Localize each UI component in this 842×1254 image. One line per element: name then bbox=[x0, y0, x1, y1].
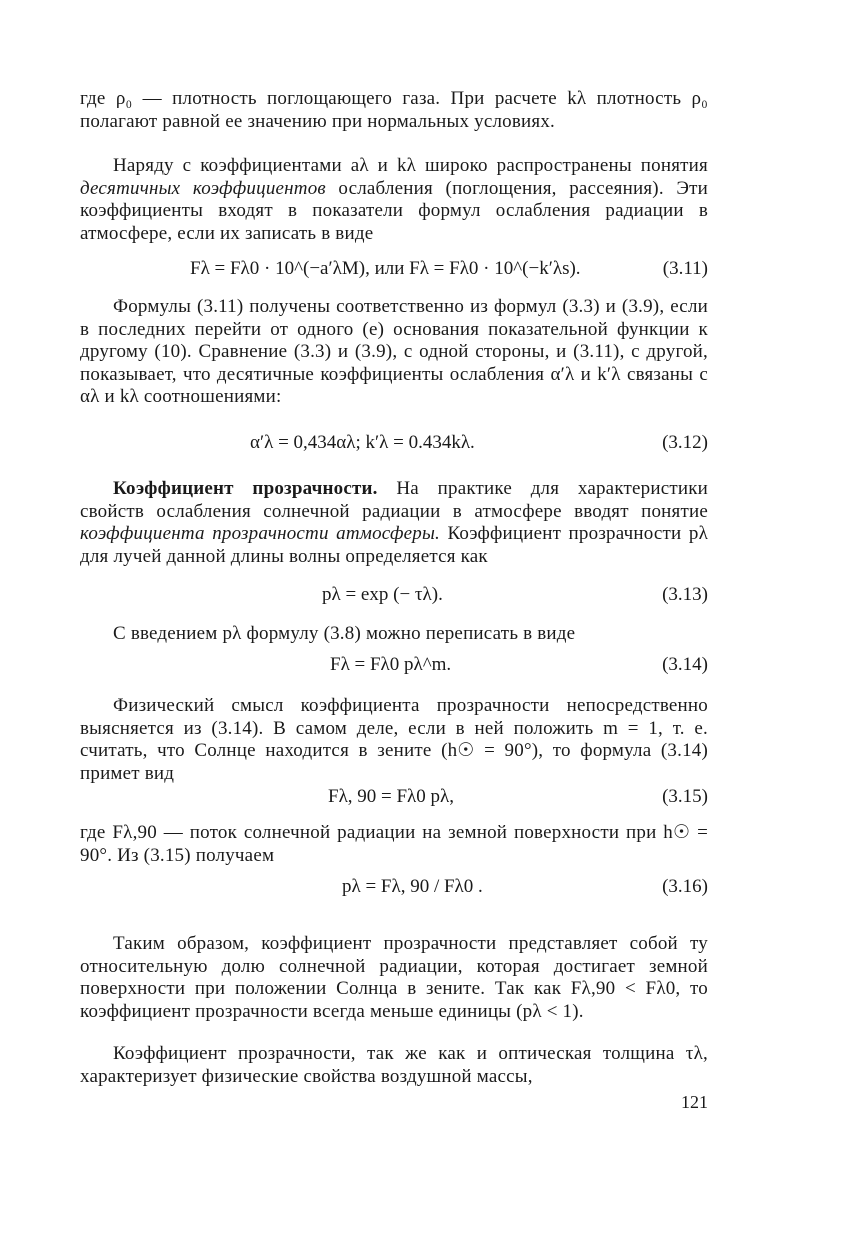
formula-expression: pλ = exp (− τλ). bbox=[322, 584, 443, 605]
paragraph-physical-meaning bbox=[80, 695, 708, 785]
paragraph-text: Физический смысл коэффициента прозрачности непосредственно выясняется из (3.14). В самом деле, если в ней положить m = 1, т. е. считать, что Солнце находится в зените (h☉ = 90°), то формула (3.14) примет вид bbox=[80, 695, 708, 784]
emphasized-term: коэффициента прозрачности атмосферы. bbox=[80, 523, 440, 544]
emphasized-term: десятичных коэффициентов bbox=[80, 177, 326, 199]
paragraph-optical-thickness bbox=[80, 1043, 708, 1088]
paragraph-text: С введением pλ формулу (3.8) можно переписать в виде bbox=[113, 623, 576, 644]
formula-3-14 bbox=[80, 650, 708, 680]
formula-expression: Fλ = Fλ0 · 10^(−a′λM), или Fλ = Fλ0 · 10^(−k′λs). bbox=[190, 258, 581, 279]
formula-expression: pλ = Fλ, 90 / Fλ0 . bbox=[342, 876, 483, 897]
formula-3-15 bbox=[80, 782, 708, 812]
formula-number: (3.13) bbox=[662, 584, 708, 605]
paragraph-conclusion bbox=[80, 933, 708, 1023]
page-number: 121 bbox=[681, 1092, 708, 1112]
formula-3-12 bbox=[80, 428, 708, 458]
paragraph-text: где Fλ,90 — поток солнечной радиации на земной поверхности при h☉ = 90°. Из (3.15) получаем bbox=[80, 822, 708, 866]
paragraph-formula-derivation bbox=[80, 296, 708, 409]
paragraph-text: где ρ₀ — плотность поглощающего газа. При расчете kλ плотность ρ₀ полагают равной ее значению при нормальных условиях. bbox=[80, 88, 708, 132]
formula-number: (3.15) bbox=[662, 786, 708, 807]
section-heading: Коэффициент прозрачности. bbox=[113, 478, 378, 499]
formula-3-13 bbox=[80, 580, 708, 610]
paragraph-rewrite-formula bbox=[80, 623, 708, 646]
paragraph-text: Коэффициент прозрачности, так же как и оптическая толщина τλ, характеризует физические свойства воздушной массы, bbox=[80, 1043, 708, 1087]
paragraph-text: Наряду с коэффициентами aλ и kλ широко распространены понятия bbox=[113, 155, 708, 176]
paragraph-text: Таким образом, коэффициент прозрачности представляет собой ту относительную долю солнечной радиации, которая достигает земной поверхности при положении Солнца в зените. Так как Fλ,90 < Fλ0, то коэффициент прозрачности всегда меньше единицы (pλ < 1). bbox=[80, 933, 708, 1022]
paragraph-text: ослабления (поглощения, рассеяния). Эти коэффициенты входят в показатели формул ослабления радиации в атмосфере, если их записать в виде bbox=[80, 177, 708, 244]
formula-number: (3.11) bbox=[662, 258, 708, 279]
paragraph-text: Формулы (3.11) получены соответственно из формул (3.3) и (3.9), если в последних перейти от одного (e) основания показательной функции к другому (10). Сравнение (3.3) и (3.9), с одной стороны, и (3.11), с другой, показывает, что десятичные коэффициенты ослабления α′λ и k′λ связаны с αλ и kλ соотношениями: bbox=[80, 296, 708, 407]
formula-expression: α′λ = 0,434αλ; k′λ = 0.434kλ. bbox=[250, 432, 475, 453]
formula-3-16 bbox=[80, 872, 708, 902]
paragraph-text: Коэффициент прозрачности pλ для лучей данной длины волны определяется как bbox=[80, 523, 708, 567]
paragraph-text: На практике для характеристики свойств ослабления солнечной радиации в атмосфере вводят понятие bbox=[80, 478, 709, 522]
paragraph-decimal-coefficients bbox=[80, 155, 708, 245]
paragraph-density-note bbox=[80, 88, 708, 133]
formula-expression: Fλ = Fλ0 pλ^m. bbox=[330, 654, 452, 675]
paragraph-transparency-coefficient bbox=[80, 478, 708, 568]
formula-number: (3.14) bbox=[662, 654, 708, 675]
formula-expression: Fλ, 90 = Fλ0 pλ, bbox=[328, 786, 454, 807]
paragraph-flux-definition bbox=[80, 822, 708, 867]
formula-number: (3.12) bbox=[662, 432, 708, 453]
formula-3-11 bbox=[80, 254, 708, 284]
formula-number: (3.16) bbox=[662, 876, 708, 897]
